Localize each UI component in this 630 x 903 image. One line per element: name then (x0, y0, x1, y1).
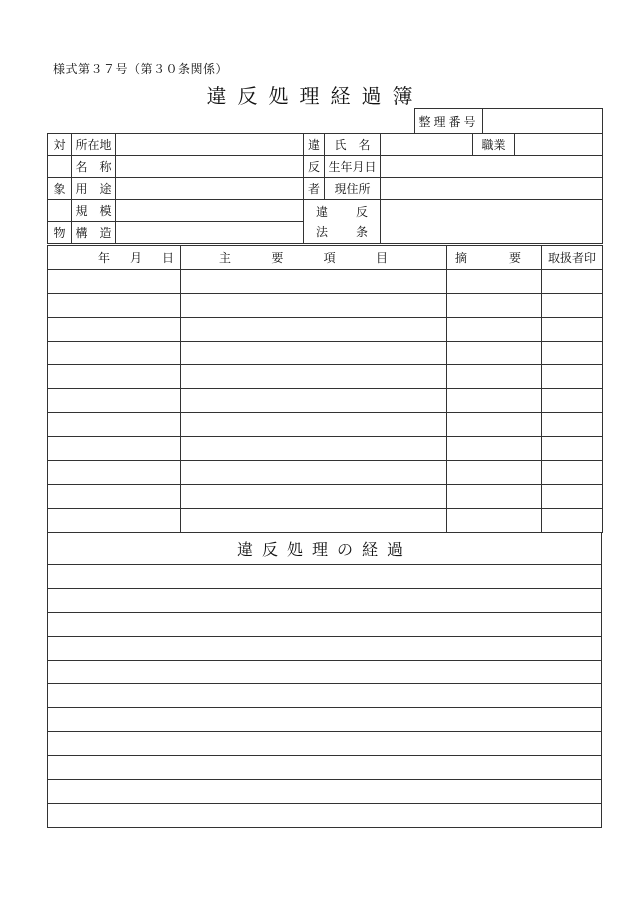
law-char-4: 条 (355, 225, 368, 239)
progress-line[interactable] (48, 660, 602, 684)
violator-name-label: 氏 名 (325, 134, 381, 156)
progress-body (48, 565, 602, 828)
subject-use-field[interactable] (116, 178, 304, 200)
registration-box (414, 108, 603, 134)
progress-header-row (48, 533, 602, 565)
log-summary-header (447, 246, 542, 270)
info-table (47, 133, 603, 244)
law-char-3: 法 (316, 225, 329, 239)
log-summary-cell[interactable] (447, 341, 542, 365)
registration-label: 整理番号 (415, 109, 483, 134)
log-row (48, 341, 603, 365)
log-date-cell[interactable] (48, 341, 181, 365)
subject-location-label: 所在地 (72, 134, 116, 156)
log-row (48, 269, 603, 293)
law-char-1: 違 (316, 205, 329, 219)
log-handler-header: 取扱者印 (542, 246, 603, 270)
violator-occupation-field[interactable] (515, 134, 603, 156)
subject-label-3: 物 (48, 222, 72, 244)
items-char-2: 要 (271, 250, 284, 265)
progress-line[interactable] (48, 612, 602, 636)
log-summary-cell[interactable] (447, 484, 542, 508)
progress-line[interactable] (48, 732, 602, 756)
log-summary-cell[interactable] (447, 365, 542, 389)
subject-structure-label: 構 造 (72, 222, 116, 244)
items-char-4: 目 (375, 250, 388, 265)
progress-line[interactable] (48, 708, 602, 732)
subject-scale-field[interactable] (116, 200, 304, 222)
log-items-cell[interactable] (181, 389, 447, 413)
log-body (48, 269, 603, 532)
progress-line[interactable] (48, 780, 602, 804)
progress-row (48, 636, 602, 660)
log-row (48, 293, 603, 317)
progress-row (48, 612, 602, 636)
log-handler-cell[interactable] (542, 269, 603, 293)
log-handler-cell[interactable] (542, 413, 603, 437)
subject-label-2: 象 (48, 178, 72, 200)
progress-line[interactable] (48, 756, 602, 780)
violator-label-1: 違 (304, 134, 325, 156)
log-date-cell[interactable] (48, 365, 181, 389)
subject-label-spacer-2 (48, 200, 72, 222)
log-handler-cell[interactable] (542, 341, 603, 365)
subject-name-label: 名 称 (72, 156, 116, 178)
date-day-char: 日 (161, 250, 174, 265)
progress-row (48, 708, 602, 732)
log-items-cell[interactable] (181, 484, 447, 508)
log-date-cell[interactable] (48, 508, 181, 532)
log-handler-cell[interactable] (542, 389, 603, 413)
log-date-header (48, 246, 181, 270)
log-items-cell[interactable] (181, 413, 447, 437)
log-summary-cell[interactable] (447, 413, 542, 437)
progress-header: 違反処理の経過 (48, 533, 602, 565)
log-items-cell[interactable] (181, 461, 447, 485)
items-char-3: 項 (323, 250, 336, 265)
log-header-row (48, 246, 603, 270)
violator-label-3: 者 (304, 178, 325, 200)
log-summary-cell[interactable] (447, 437, 542, 461)
law-label-top (304, 203, 380, 220)
progress-row (48, 756, 602, 780)
subject-label-1: 対 (48, 134, 72, 156)
subject-structure-field[interactable] (116, 222, 304, 244)
violator-address-label: 現住所 (325, 178, 381, 200)
violator-birth-field[interactable] (381, 156, 603, 178)
log-date-cell[interactable] (48, 389, 181, 413)
progress-row (48, 588, 602, 612)
log-date-cell[interactable] (48, 484, 181, 508)
progress-line[interactable] (48, 803, 602, 827)
log-date-cell[interactable] (48, 317, 181, 341)
log-summary-cell[interactable] (447, 461, 542, 485)
log-date-cell[interactable] (48, 413, 181, 437)
page-title: 違反処理経過簿 (206, 84, 424, 108)
log-row (48, 413, 603, 437)
subject-label-spacer (48, 156, 72, 178)
log-items-cell[interactable] (181, 269, 447, 293)
subject-location-field[interactable] (116, 134, 304, 156)
log-row (48, 437, 603, 461)
subject-use-label: 用 途 (72, 178, 116, 200)
log-table (47, 245, 603, 533)
log-handler-cell[interactable] (542, 508, 603, 532)
log-date-cell[interactable] (48, 461, 181, 485)
progress-row (48, 684, 602, 708)
items-char-1: 主 (219, 250, 232, 265)
log-items-cell[interactable] (181, 365, 447, 389)
progress-line[interactable] (48, 588, 602, 612)
violation-law-label (304, 200, 381, 244)
log-items-cell[interactable] (181, 317, 447, 341)
log-date-cell[interactable] (48, 293, 181, 317)
subject-name-field[interactable] (116, 156, 304, 178)
date-month-char: 月 (129, 250, 142, 265)
progress-row (48, 803, 602, 827)
log-summary-cell[interactable] (447, 317, 542, 341)
violator-birth-label: 生年月日 (325, 156, 381, 178)
log-summary-cell[interactable] (447, 508, 542, 532)
violator-address-field[interactable] (381, 178, 603, 200)
progress-row (48, 660, 602, 684)
log-items-cell[interactable] (181, 293, 447, 317)
law-char-2: 反 (355, 205, 368, 219)
log-row (48, 508, 603, 532)
violator-name-field[interactable] (381, 134, 473, 156)
subject-scale-label: 規 模 (72, 200, 116, 222)
log-date-cell[interactable] (48, 269, 181, 293)
log-row (48, 365, 603, 389)
violator-occupation-label: 職業 (473, 134, 515, 156)
progress-row (48, 780, 602, 804)
law-label-bottom (304, 223, 380, 240)
log-summary-cell[interactable] (447, 293, 542, 317)
summary-char-2: 要 (508, 250, 521, 265)
progress-line[interactable] (48, 636, 602, 660)
log-handler-cell[interactable] (542, 484, 603, 508)
log-items-cell[interactable] (181, 508, 447, 532)
form-number: 様式第３７号（第３０条関係） (53, 62, 229, 76)
log-handler-cell[interactable] (542, 317, 603, 341)
violation-law-field[interactable] (381, 200, 603, 244)
progress-row (48, 565, 602, 589)
log-summary-cell[interactable] (447, 269, 542, 293)
log-row (48, 484, 603, 508)
log-handler-cell[interactable] (542, 437, 603, 461)
date-year-char: 年 (98, 250, 111, 265)
log-row (48, 389, 603, 413)
log-items-cell[interactable] (181, 341, 447, 365)
log-summary-cell[interactable] (447, 389, 542, 413)
summary-char-1: 摘 (455, 250, 468, 265)
violator-label-2: 反 (304, 156, 325, 178)
log-items-header (181, 246, 447, 270)
progress-line[interactable] (48, 565, 602, 589)
log-handler-cell[interactable] (542, 293, 603, 317)
progress-table (47, 532, 602, 828)
log-handler-cell[interactable] (542, 461, 603, 485)
registration-value-field[interactable] (483, 109, 603, 134)
progress-line[interactable] (48, 684, 602, 708)
log-date-cell[interactable] (48, 437, 181, 461)
log-row (48, 461, 603, 485)
progress-row (48, 732, 602, 756)
log-handler-cell[interactable] (542, 365, 603, 389)
log-items-cell[interactable] (181, 437, 447, 461)
log-row (48, 317, 603, 341)
